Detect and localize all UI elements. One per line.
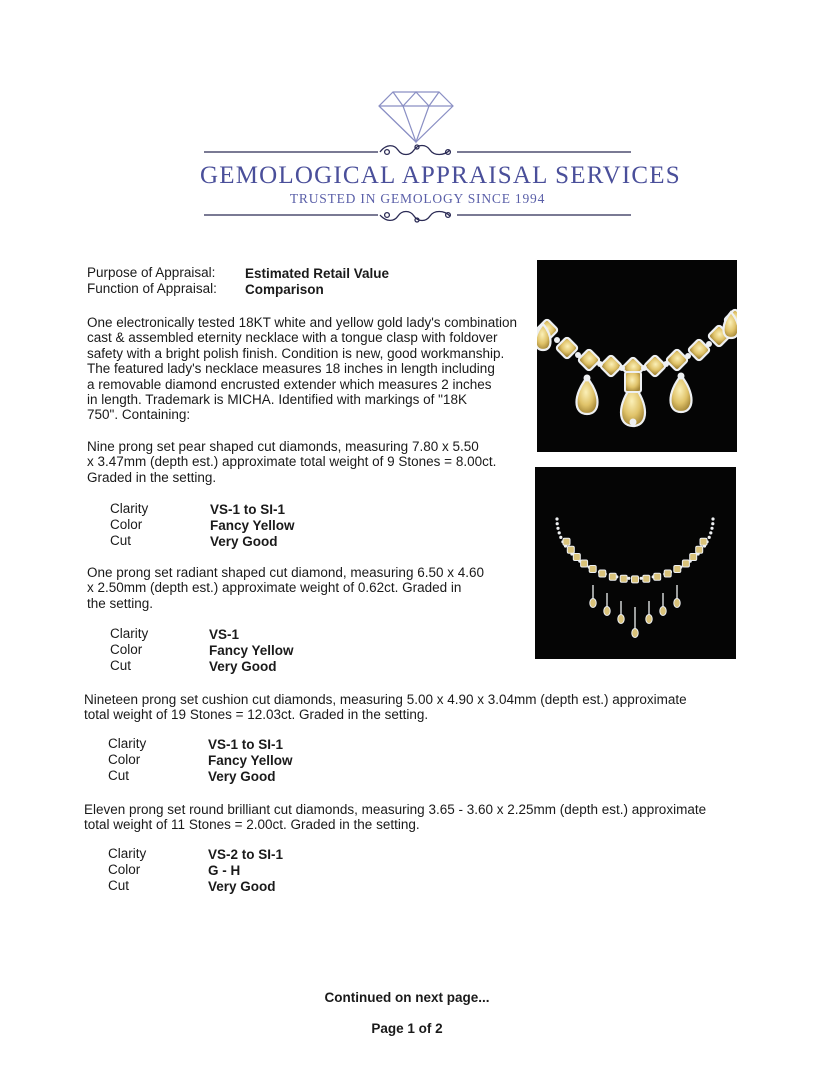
round-diamond-mark: [641, 365, 647, 371]
chain-diamond-mark: [556, 527, 559, 530]
stone-description-line: Eleven prong set round brilliant cut diamonds, measuring 3.65 - 3.60 x 2.25mm (depth est.) approximate: [84, 802, 707, 817]
spec-value: G - H: [208, 863, 241, 878]
description-line: One electronically tested 18KT white and yellow gold lady's combination: [87, 315, 518, 330]
bottom-ornament-divider: [200, 206, 635, 224]
spec-value: VS-1 to SI-1: [210, 502, 286, 517]
round-diamond-mark: [584, 375, 591, 382]
spec-value: VS-1 to SI-1: [208, 737, 284, 752]
diamond-icon: [375, 88, 457, 144]
stone-description-line: total weight of 11 Stones = 2.00ct. Graded in the setting.: [84, 817, 420, 833]
spec-label: Color: [110, 517, 143, 532]
spec-value: Fancy Yellow: [210, 518, 295, 533]
spec-label: Clarity: [110, 501, 149, 516]
chain-diamond-mark: [711, 517, 714, 520]
item-description: [87, 315, 537, 423]
page-number: Page 1 of 2: [371, 1021, 443, 1036]
top-ornament-divider: [200, 142, 635, 160]
spec-label: Cut: [110, 533, 132, 548]
cushion-diamond-mark: [567, 546, 574, 553]
description-line: cast & assembled eternity necklace with a tongue clasp with foldover: [87, 330, 498, 346]
stone-description-line: x 3.47mm (depth est.) approximate total weight of 9 Stones = 8.00ct.: [87, 454, 497, 470]
function-value: Comparison: [245, 282, 324, 297]
spec-label: Cut: [108, 768, 130, 783]
round-diamond-mark: [685, 353, 691, 359]
chain-diamond-mark: [555, 517, 558, 520]
cushion-diamond-mark: [643, 575, 650, 582]
cushion-diamond-mark: [599, 570, 606, 577]
chain-diamond-mark: [708, 536, 711, 539]
cushion-diamond-mark: [573, 554, 580, 561]
cushion-diamond-mark: [654, 573, 661, 580]
chain-diamond-mark: [711, 522, 714, 525]
spec-label: Cut: [108, 878, 130, 893]
company-tagline: TRUSTED IN GEMOLOGY SINCE 1994: [289, 191, 546, 206]
spec-value: Very Good: [210, 534, 278, 549]
chain-diamond-mark: [709, 531, 712, 534]
stone-description-line: total weight of 19 Stones = 12.03ct. Graded in the setting.: [84, 707, 429, 723]
stone-group-round: [84, 802, 804, 833]
round-diamond-mark: [678, 373, 685, 380]
pear-diamond-mark: [632, 629, 638, 638]
spec-label: Clarity: [108, 736, 147, 751]
cushion-diamond-mark: [674, 566, 681, 573]
stone-description-line: Nine prong set pear shaped cut diamonds, measuring 7.80 x 5.50: [87, 439, 479, 454]
pear-diamond-mark: [660, 607, 666, 616]
spec-label: Color: [108, 752, 141, 767]
stone-group-radiant: [87, 565, 537, 611]
cushion-diamond-mark: [632, 576, 639, 583]
pear-diamond-mark: [646, 615, 652, 624]
pear-diamond-mark: [604, 607, 610, 616]
radiant-diamond-mark: [625, 372, 641, 392]
spec-value: Very Good: [208, 879, 276, 894]
round-diamond-mark: [630, 419, 637, 426]
cushion-diamond-mark: [563, 538, 570, 545]
cushion-diamond-mark: [644, 355, 667, 378]
pear-diamond-mark: [671, 376, 692, 412]
description-line: 750". Containing:: [87, 407, 191, 423]
function-label: Function of Appraisal:: [87, 281, 217, 296]
spec-value: Fancy Yellow: [209, 643, 294, 658]
spec-value: Very Good: [208, 769, 276, 784]
cushion-diamond-mark: [609, 573, 616, 580]
chain-diamond-mark: [556, 522, 559, 525]
pear-diamond-mark: [590, 599, 596, 608]
stone-description-line: One prong set radiant shaped cut diamond, measuring 6.50 x 4.60: [87, 565, 485, 580]
purpose-value: Estimated Retail Value: [245, 266, 390, 281]
cushion-diamond-mark: [600, 355, 623, 378]
spec-label: Clarity: [108, 846, 147, 861]
spec-value: VS-2 to SI-1: [208, 847, 284, 862]
cushion-diamond-mark: [589, 566, 596, 573]
pear-diamond-mark: [577, 378, 598, 414]
description-line: in length. Trademark is MICHA. Identified with markings of "18K: [87, 392, 467, 408]
company-name: GEMOLOGICAL APPRAISAL SERVICES: [200, 162, 681, 189]
round-diamond-mark: [619, 365, 625, 371]
spec-label: Clarity: [110, 626, 149, 641]
chain-diamond-mark: [558, 531, 561, 534]
cushion-diamond-mark: [690, 554, 697, 561]
description-line: safety with a bright polish finish. Condition is new, good workmanship.: [87, 345, 505, 361]
stone-group-pear: [87, 439, 537, 485]
cushion-diamond-mark: [696, 546, 703, 553]
cushion-diamond-mark: [578, 349, 601, 372]
description-line: a removable diamond encrusted extender which measures 2 inches: [87, 376, 492, 392]
cushion-diamond-mark: [666, 349, 689, 372]
spec-label: Color: [108, 862, 141, 877]
stone-description-line: the setting.: [87, 595, 154, 611]
purpose-label: Purpose of Appraisal:: [87, 265, 216, 280]
chain-diamond-mark: [627, 577, 630, 580]
spec-label: Color: [110, 642, 143, 657]
spec-label: Cut: [110, 658, 132, 673]
stone-description-line: Graded in the setting.: [87, 469, 217, 485]
round-diamond-mark: [554, 337, 560, 343]
stone-group-cushion: [84, 692, 784, 723]
round-diamond-mark: [706, 341, 712, 347]
necklace-closeup-photo: [537, 260, 737, 452]
round-diamond-mark: [575, 352, 581, 358]
spec-value: Fancy Yellow: [208, 753, 293, 768]
pear-diamond-mark: [724, 312, 738, 338]
stone-description-line: x 2.50mm (depth est.) approximate weight of 0.62ct. Graded in: [87, 580, 462, 596]
round-diamond-mark: [663, 361, 669, 367]
spec-value: VS-1: [209, 627, 240, 642]
round-diamond-mark: [597, 361, 603, 367]
cushion-diamond-mark: [664, 570, 671, 577]
company-logo: [200, 88, 681, 228]
chain-diamond-mark: [640, 577, 643, 580]
cushion-diamond-mark: [581, 560, 588, 567]
cushion-diamond-mark: [700, 538, 707, 545]
continued-note: Continued on next page...: [324, 990, 490, 1005]
spec-value: Very Good: [209, 659, 277, 674]
pear-diamond-mark: [618, 615, 624, 624]
stone-description-line: Nineteen prong set cushion cut diamonds, measuring 5.00 x 4.90 x 3.04mm (depth est.) approximate: [84, 692, 687, 707]
necklace-full-photo: [535, 467, 736, 659]
pear-diamond-mark: [674, 599, 680, 608]
cushion-diamond-mark: [620, 575, 627, 582]
chain-diamond-mark: [710, 527, 713, 530]
chain-diamond-mark: [559, 536, 562, 539]
cushion-diamond-mark: [682, 560, 689, 567]
description-line: The featured lady's necklace measures 18 inches in length including: [87, 361, 495, 377]
